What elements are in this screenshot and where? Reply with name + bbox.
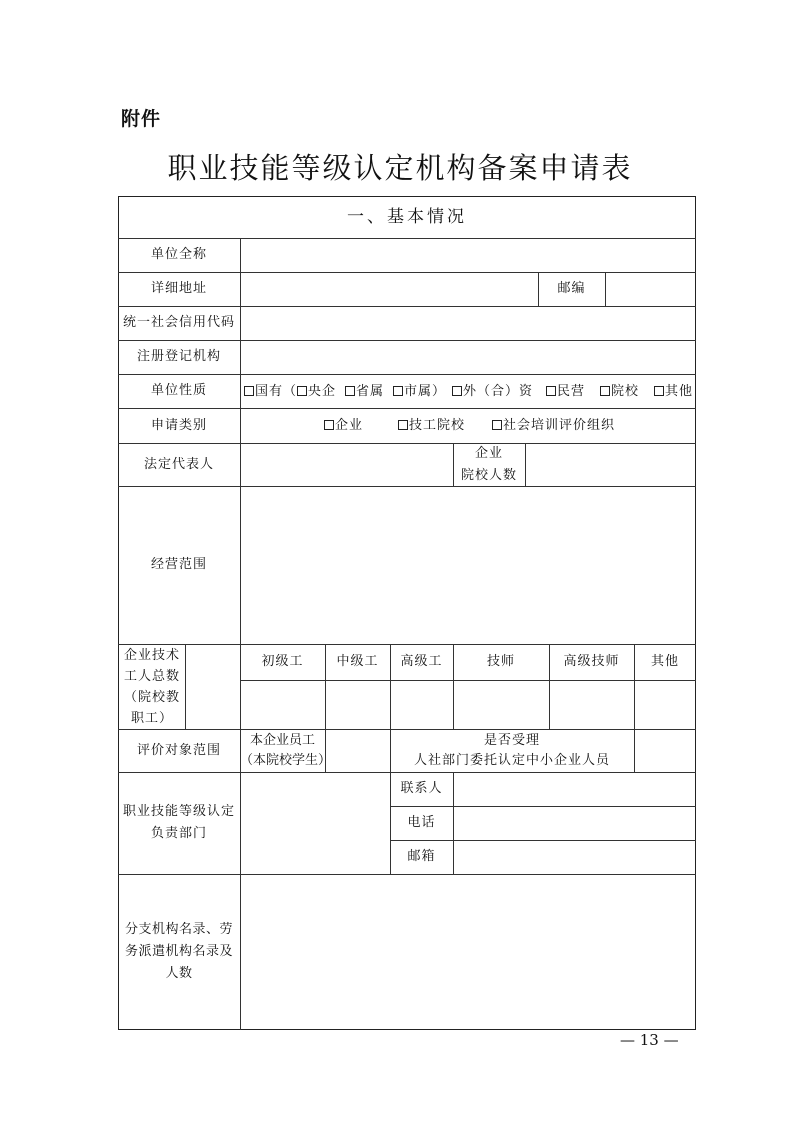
phone-field[interactable]: [453, 806, 696, 840]
checkbox-icon: [654, 386, 664, 396]
unit-nature-label: 单位性质: [150, 383, 207, 399]
contact-field[interactable]: [453, 772, 696, 806]
address-field[interactable]: [240, 272, 538, 306]
level-technician-field[interactable]: [453, 680, 549, 729]
legal-rep-field[interactable]: [240, 443, 453, 486]
level-other-field[interactable]: [634, 680, 696, 729]
accept-sme-label: 是否受理 人社部门委托认定中小企业人员: [413, 732, 610, 768]
level-header-senior: 高级工: [400, 654, 443, 670]
email-label: 邮箱: [407, 849, 436, 865]
unit-full-name-label: 单位全称: [150, 247, 207, 263]
type-option-enterprise[interactable]: 企业: [324, 418, 363, 434]
responsible-dept-label: 职业技能等级认定负责部门: [122, 804, 235, 841]
checkbox-icon: [452, 386, 462, 396]
business-scope-label: 经营范围: [150, 557, 207, 573]
tech-workers-label: 企业技术工人总数（院校教职工）: [123, 647, 180, 726]
level-header-intermediate: 中级工: [336, 654, 379, 670]
accept-sme-field[interactable]: [634, 729, 696, 772]
level-senior-field[interactable]: [390, 680, 453, 729]
unit-full-name-field[interactable]: [240, 238, 696, 272]
evaluation-scope-label: 评价对象范围: [136, 742, 221, 758]
staff-count-label: 企业 院校人数: [460, 446, 517, 483]
level-header-junior: 初级工: [261, 654, 304, 670]
section-basic-info-title: 一、基本情况: [347, 206, 467, 227]
checkbox-icon: [345, 386, 355, 396]
level-header-other: 其他: [650, 654, 679, 670]
nature-option-central[interactable]: 央企: [297, 384, 336, 400]
branches-field[interactable]: [240, 874, 696, 1030]
tech-workers-total-field[interactable]: [185, 644, 240, 729]
responsible-dept-field[interactable]: [240, 772, 390, 874]
nature-option-municipal[interactable]: 市属）: [393, 384, 446, 400]
business-scope-field[interactable]: [240, 486, 696, 644]
checkbox-icon: [244, 386, 254, 396]
nature-option-provincial[interactable]: 省属: [345, 384, 384, 400]
level-header-senior-technician: 高级技师: [563, 654, 620, 670]
credit-code-label: 统一社会信用代码: [122, 315, 235, 331]
level-header-technician: 技师: [486, 654, 515, 670]
checkbox-icon: [393, 386, 403, 396]
staff-count-field[interactable]: [525, 443, 696, 486]
branches-label: 分支机构名录、劳务派遣机构名录及人数: [124, 922, 233, 981]
credit-code-field[interactable]: [240, 306, 696, 340]
level-junior-field[interactable]: [240, 680, 325, 729]
page-number: — 13 —: [620, 1031, 679, 1049]
address-label: 详细地址: [150, 281, 207, 297]
nature-option-school[interactable]: 院校: [600, 384, 639, 400]
checkbox-icon: [398, 420, 408, 430]
own-employees-label: 本企业员工 （本院校学生）: [240, 732, 332, 768]
legal-rep-label: 法定代表人: [143, 456, 214, 472]
registration-authority-field[interactable]: [240, 340, 696, 374]
level-intermediate-field[interactable]: [325, 680, 390, 729]
checkbox-icon: [492, 420, 502, 430]
nature-option-foreign[interactable]: 外（合）资: [452, 384, 533, 400]
type-option-technical-school[interactable]: 技工院校: [398, 418, 465, 434]
checkbox-icon: [546, 386, 556, 396]
checkbox-icon: [600, 386, 610, 396]
form-title: 职业技能等级认定机构备案申请表: [167, 151, 633, 185]
own-employees-field[interactable]: [325, 729, 390, 772]
checkbox-icon: [324, 420, 334, 430]
attachment-label: 附件: [121, 108, 162, 130]
postcode-field[interactable]: [605, 272, 696, 306]
postcode-label: 邮编: [557, 281, 586, 297]
nature-option-other[interactable]: 其他: [654, 384, 693, 400]
nature-option-state-owned[interactable]: 国有（: [244, 384, 297, 400]
email-field[interactable]: [453, 840, 696, 874]
registration-authority-label: 注册登记机构: [136, 349, 221, 365]
phone-label: 电话: [407, 815, 436, 831]
application-type-label: 申请类别: [150, 417, 207, 433]
nature-option-private[interactable]: 民营: [546, 384, 585, 400]
type-option-training-org[interactable]: 社会培训评价组织: [492, 418, 615, 434]
level-senior-technician-field[interactable]: [549, 680, 634, 729]
contact-label: 联系人: [400, 781, 443, 797]
checkbox-icon: [297, 386, 307, 396]
